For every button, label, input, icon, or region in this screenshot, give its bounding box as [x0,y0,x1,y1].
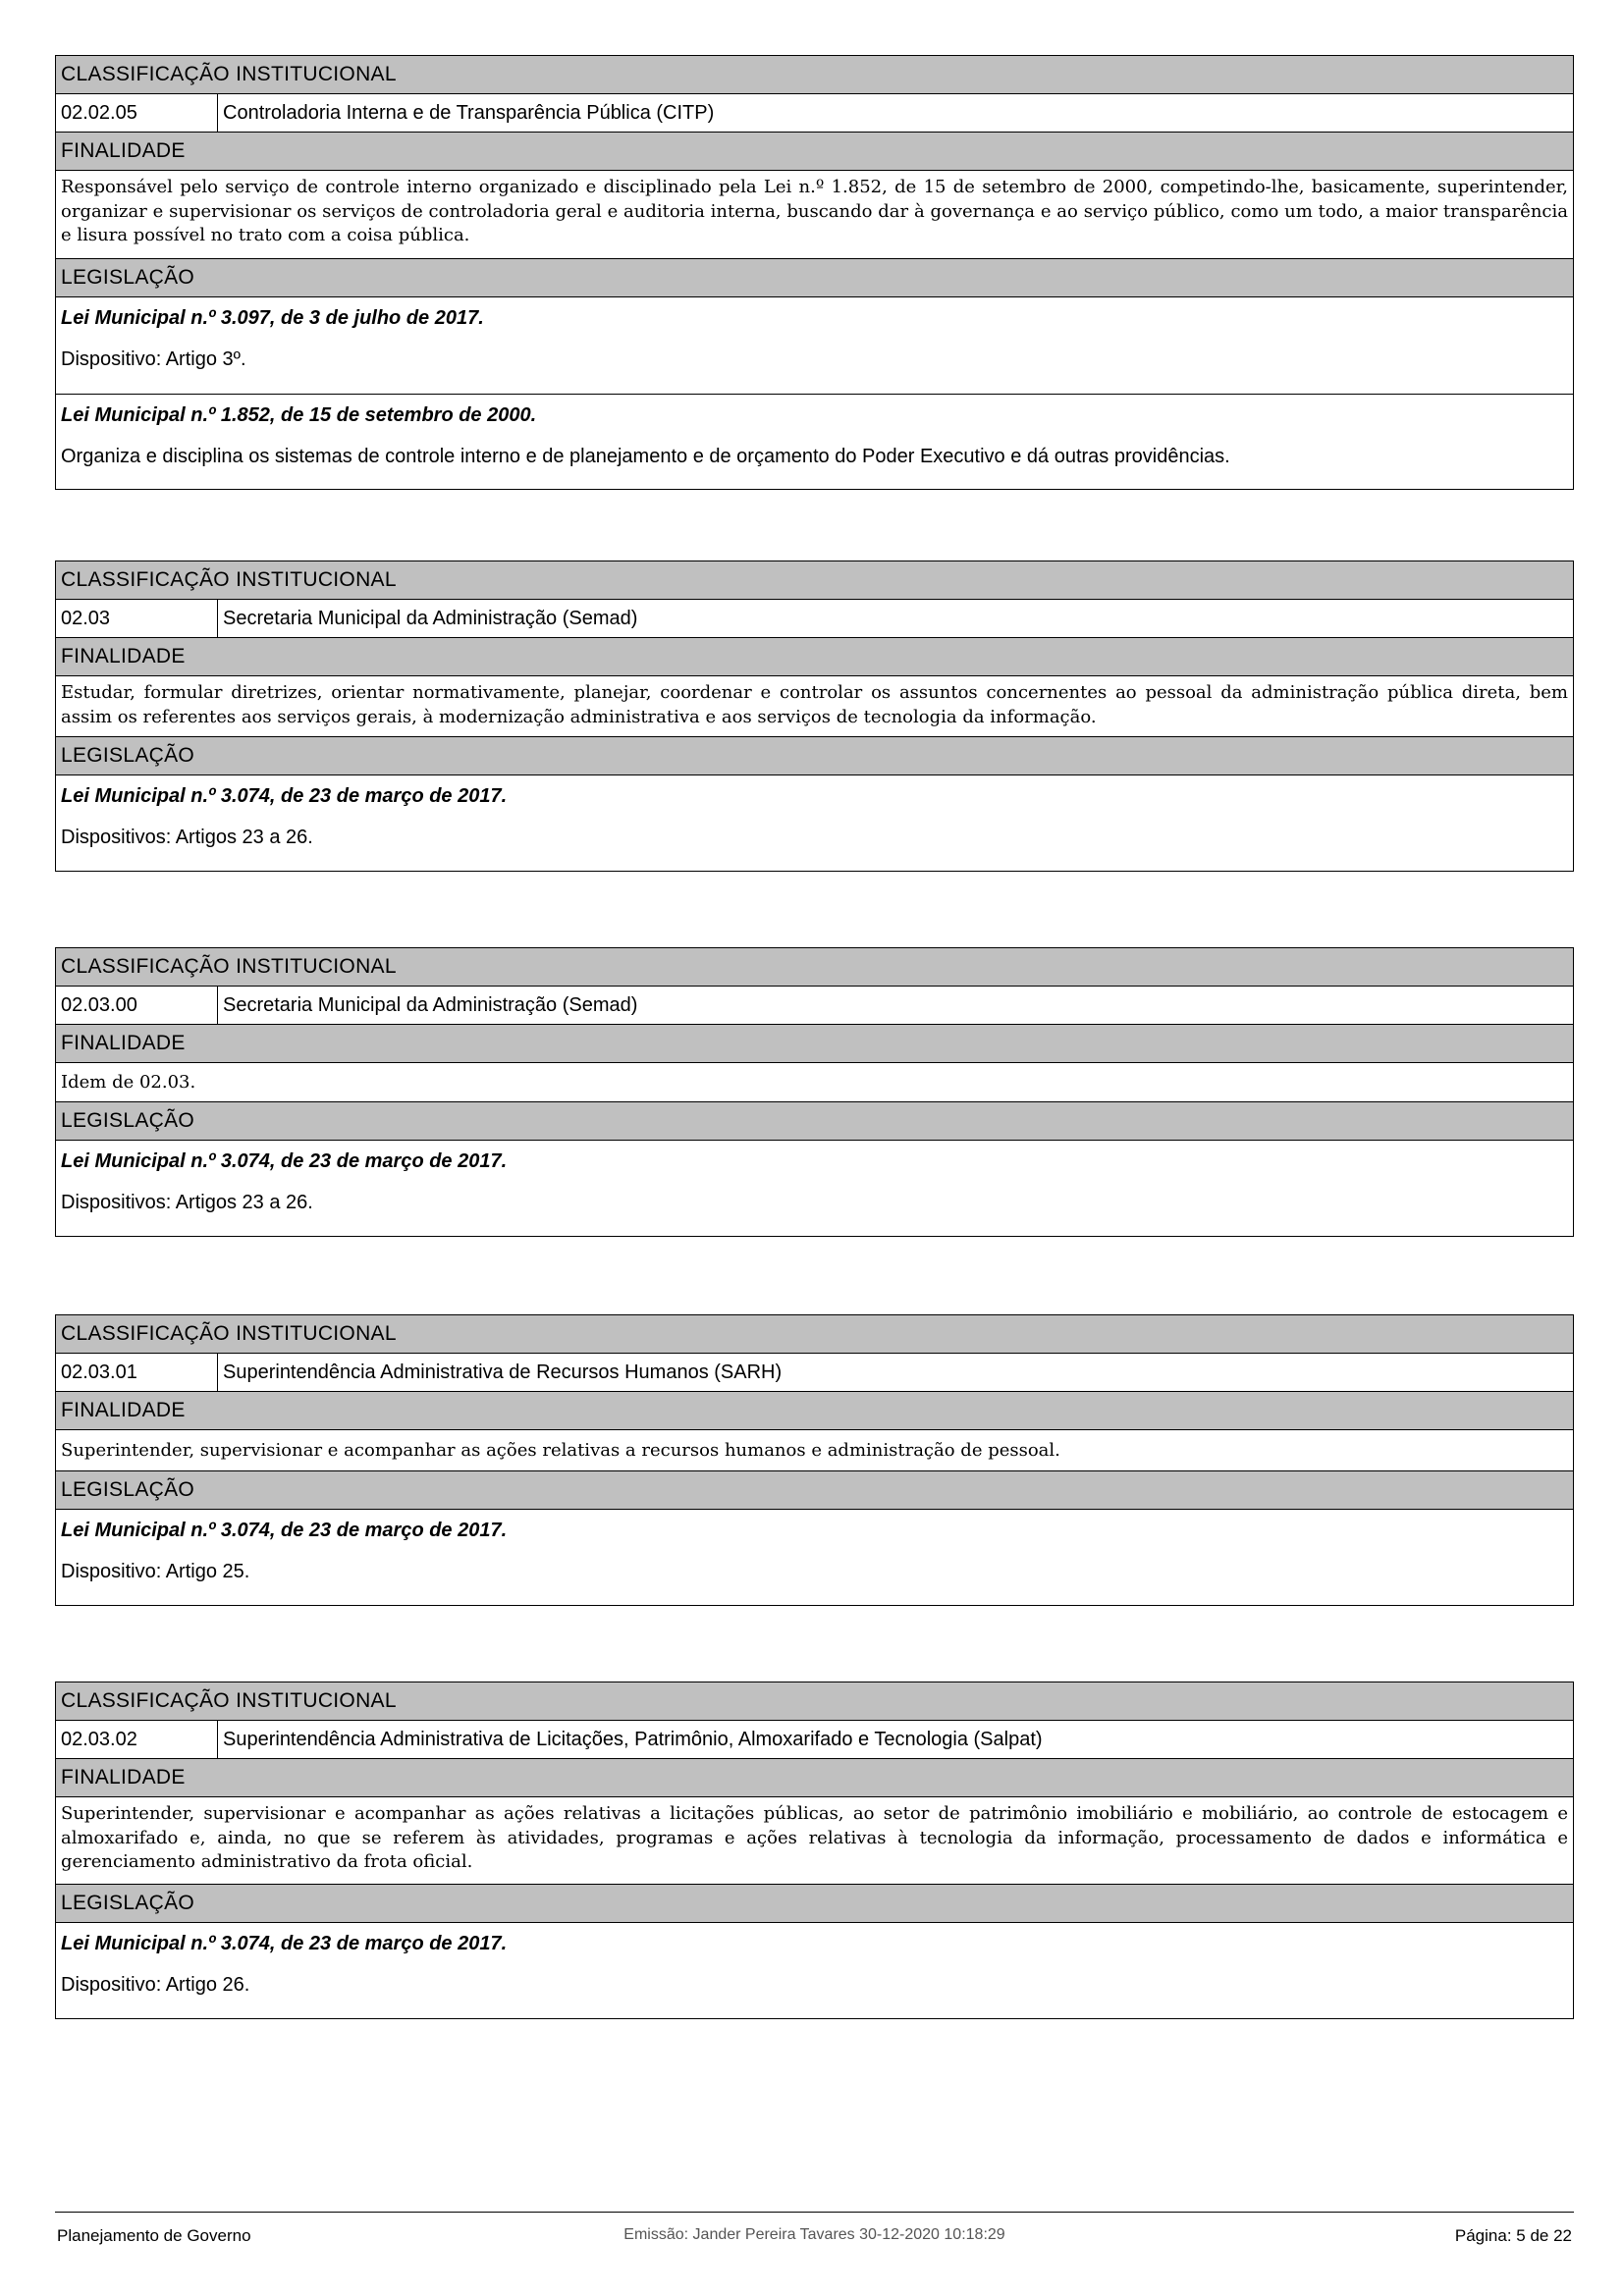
classification-header: CLASSIFICAÇÃO INSTITUCIONAL [56,1315,1573,1354]
legislacao-header: LEGISLAÇÃO [56,1102,1573,1141]
classification-name: Superintendência Administrativa de Licitações, Patrimônio, Almoxarifado e Tecnologia (Salpat) [223,1729,1043,1750]
legislation-entry [56,394,1573,489]
classification-header: CLASSIFICAÇÃO INSTITUCIONAL [56,948,1573,987]
classification-code: 02.03.00 [56,987,218,1024]
finalidade-header: FINALIDADE [56,1025,1573,1063]
legislacao-header: LEGISLAÇÃO [56,1471,1573,1510]
classification-block [55,55,1574,490]
legislation-description: Dispositivo: Artigo 3º. [61,348,246,370]
legislation-description: Dispositivos: Artigos 23 a 26. [61,827,313,848]
finalidade-text: Superintender, supervisionar e acompanhar as ações relativas a recursos humanos e administração de pessoal. [56,1430,1573,1471]
legislation-title: Lei Municipal n.º 3.074, de 23 de março de 2017. [61,1520,508,1541]
classification-row [56,1721,1573,1759]
legislation-title: Lei Municipal n.º 3.097, de 3 de julho de 2017. [61,307,484,329]
classification-header: CLASSIFICAÇÃO INSTITUCIONAL [56,1682,1573,1721]
classification-block [55,947,1574,1237]
classification-header: CLASSIFICAÇÃO INSTITUCIONAL [56,561,1573,600]
finalidade-text: Responsável pelo serviço de controle interno organizado e disciplinado pela Lei n.º 1.852, de 15 de setembro de 2000, competindo-lhe, basicamente, superintender, organizar e supervisionar os serviços de controladoria geral e auditoria interna, buscando dar à governança e ao serviço público, como um todo, a maior transparência e lisura possível no trato com a coisa pública. [56,171,1573,259]
classification-block [55,1682,1574,2019]
legislacao-header: LEGISLAÇÃO [56,737,1573,775]
classification-code: 02.03.01 [56,1354,218,1391]
finalidade-header: FINALIDADE [56,133,1573,171]
legislation-entry [56,775,1573,871]
classification-row [56,94,1573,133]
finalidade-text: Superintender, supervisionar e acompanhar as ações relativas a licitações públicas, ao setor de patrimônio imobiliário e mobiliário, ao controle de estocagem e almoxarifado e, ainda, no que se referem às atividades, programas e ações relativas à tecnologia da informação, processamento de dados e informática e gerenciamento administrativo da frota oficial. [56,1797,1573,1885]
legislation-title: Lei Municipal n.º 1.852, de 15 de setembro de 2000. [61,404,537,426]
finalidade-header: FINALIDADE [56,1759,1573,1797]
finalidade-text: Idem de 02.03. [56,1063,1573,1102]
finalidade-header: FINALIDADE [56,638,1573,676]
classification-code: 02.02.05 [56,94,218,132]
legislation-title: Lei Municipal n.º 3.074, de 23 de março de 2017. [61,1150,508,1172]
page-footer [55,2212,1574,2252]
classification-code: 02.03.02 [56,1721,218,1758]
legislation-title: Lei Municipal n.º 3.074, de 23 de março de 2017. [61,785,508,807]
legislacao-header: LEGISLAÇÃO [56,259,1573,297]
legislation-description: Organiza e disciplina os sistemas de controle interno e de planejamento e de orçamento do Poder Executivo e dá outras providências. [61,446,1230,467]
classification-row [56,1354,1573,1392]
classification-row [56,987,1573,1025]
legislacao-header: LEGISLAÇÃO [56,1885,1573,1923]
classification-name: Secretaria Municipal da Administração (Semad) [223,994,638,1016]
legislation-entry [56,1510,1573,1605]
legislation-entry [56,297,1573,394]
finalidade-header: FINALIDADE [56,1392,1573,1430]
classification-code: 02.03 [56,600,218,637]
legislation-description: Dispositivo: Artigo 25. [61,1561,250,1582]
legislation-entry [56,1141,1573,1236]
finalidade-text: Estudar, formular diretrizes, orientar normativamente, planejar, coordenar e controlar os assuntos concernentes ao pessoal da administração pública direta, bem assim os referentes aos serviços gerais, à modernização administrativa e aos serviços de tecnologia da informação. [56,676,1573,737]
classification-name: Secretaria Municipal da Administração (Semad) [223,608,638,629]
classification-name: Superintendência Administrativa de Recursos Humanos (SARH) [223,1362,783,1383]
classification-block [55,561,1574,872]
classification-header: CLASSIFICAÇÃO INSTITUCIONAL [56,56,1573,94]
legislation-description: Dispositivos: Artigos 23 a 26. [61,1192,313,1213]
legislation-title: Lei Municipal n.º 3.074, de 23 de março de 2017. [61,1933,508,1954]
classification-row [56,600,1573,638]
footer-emission: Emissão: Jander Pereira Tavares 30-12-2020 10:18:29 [623,2226,1005,2243]
footer-title: Planejamento de Governo [57,2226,251,2245]
legislation-description: Dispositivo: Artigo 26. [61,1974,250,1996]
legislation-entry [56,1923,1573,2018]
classification-block [55,1314,1574,1606]
footer-page-number: Página: 5 de 22 [1454,2226,1572,2245]
classification-name: Controladoria Interna e de Transparência Pública (CITP) [223,102,715,124]
